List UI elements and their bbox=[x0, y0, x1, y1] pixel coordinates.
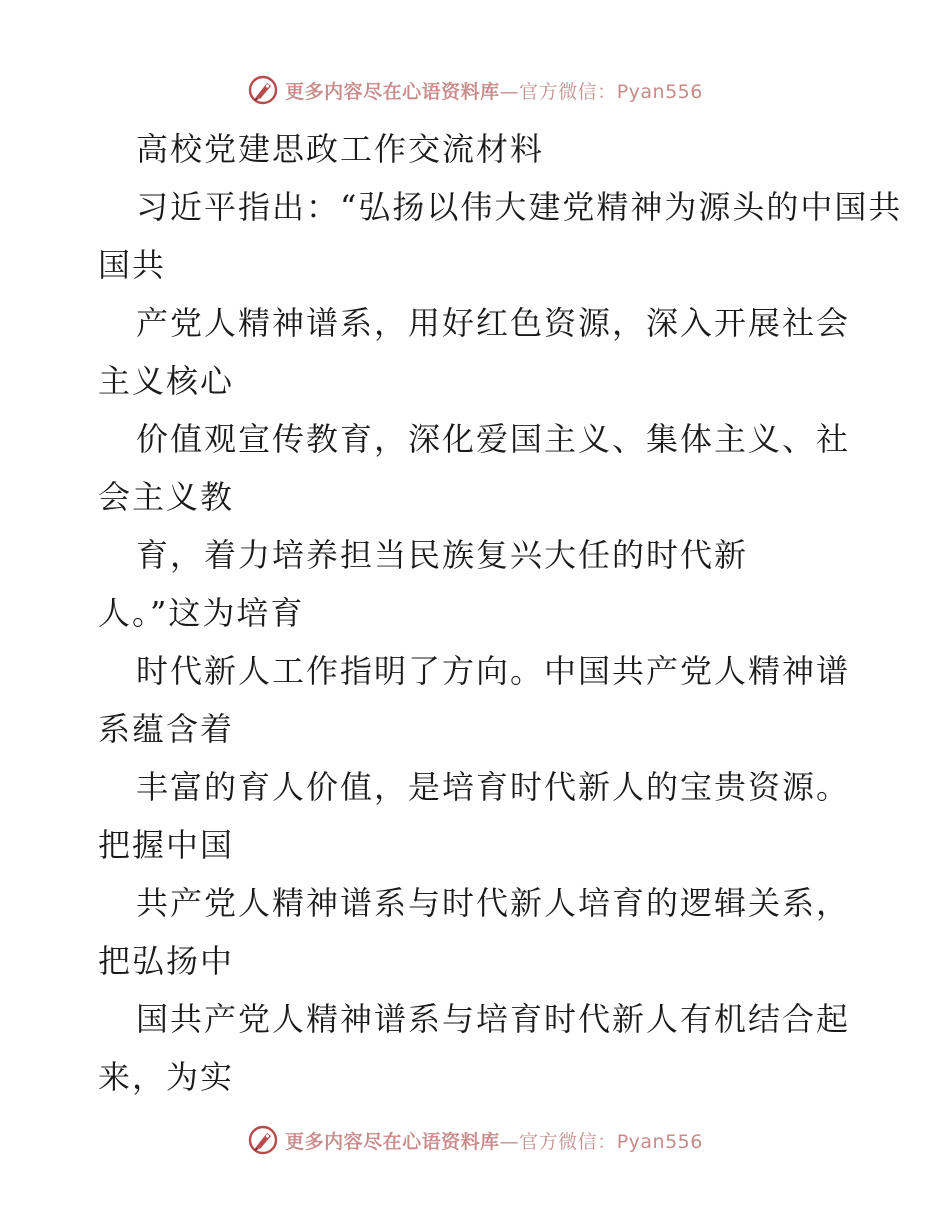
text-line: 育，着力培养担当民族复兴大任的时代新 bbox=[136, 536, 749, 574]
header-watermark bbox=[0, 70, 950, 110]
watermark-wechat-id: Pyan556 bbox=[616, 80, 703, 103]
text-line: 国共产党人精神谱系与培育时代新人有机结合起 bbox=[136, 1000, 851, 1038]
pen-logo-icon bbox=[247, 1124, 279, 1156]
text-line: 价值观宣传教育，深化爱国主义、集体主义、社 bbox=[136, 420, 851, 458]
pen-logo-icon bbox=[247, 74, 279, 106]
text-line: 时代新人工作指明了方向。中国共产党人精神谱 bbox=[136, 652, 851, 690]
watermark-wechat-id: Pyan556 bbox=[616, 1130, 703, 1153]
text-line: 把弘扬中 bbox=[98, 942, 235, 980]
text-line: 把握中国 bbox=[98, 826, 235, 864]
text-line: 国共 bbox=[98, 246, 167, 284]
footer-watermark bbox=[0, 1120, 950, 1160]
watermark-separator: — bbox=[499, 1130, 520, 1153]
text-line: 主义核心 bbox=[98, 362, 235, 400]
text-line: 会主义教 bbox=[98, 478, 235, 516]
document-body bbox=[98, 120, 903, 1106]
watermark-separator: — bbox=[499, 80, 520, 103]
watermark-text: 更多内容尽在心语资料库 bbox=[285, 1130, 500, 1153]
document-title: 高校党建思政工作交流材料 bbox=[136, 130, 545, 168]
text-line: 共产党人精神谱系与时代新人培育的逻辑关系， bbox=[136, 884, 851, 922]
text-line: 产党人精神谱系，用好红色资源，深入开展社会 bbox=[136, 304, 851, 342]
watermark-suffix: 官方微信： bbox=[519, 1130, 617, 1153]
text-line: 来，为实 bbox=[98, 1058, 235, 1096]
text-line: 人。”这为培育 bbox=[98, 594, 305, 632]
watermark-suffix: 官方微信： bbox=[519, 80, 617, 103]
watermark-text: 更多内容尽在心语资料库 bbox=[285, 80, 500, 103]
text-line: 丰富的育人价值，是培育时代新人的宝贵资源。 bbox=[136, 768, 851, 806]
text-line: 系蕴含着 bbox=[98, 710, 235, 748]
text-line: 习近平指出：“弘扬以伟大建党精神为源头的中国共 bbox=[136, 188, 903, 226]
